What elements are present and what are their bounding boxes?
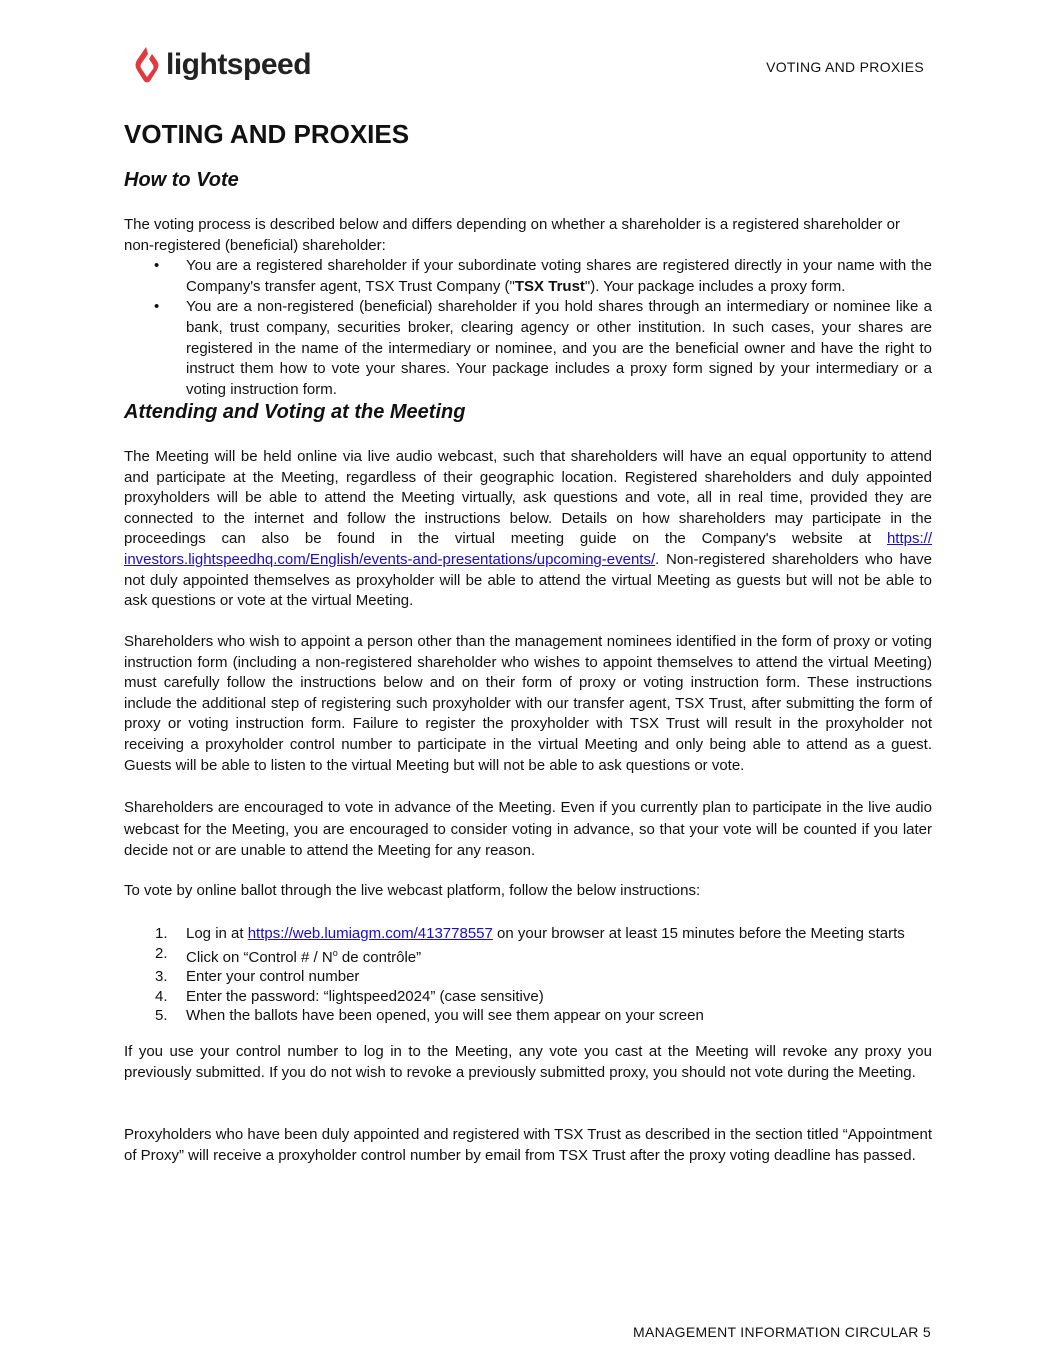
paragraph-revoke-proxy: If you use your control number to log in to the Meeting, any vote you cast at the Meeting will revoke any proxy you previously submitted. If you do not wish to revoke a previously submitted proxy, you should not vote during the Meeting. (124, 1043, 932, 1081)
bullet-text: "). Your package includes a proxy form. (584, 277, 846, 295)
page-footer: MANAGEMENT INFORMATION CIRCULAR 5 (633, 1324, 931, 1340)
paragraph-vote-advance: Shareholders are encouraged to vote in advance of the Meeting. Even if you currently plan to participate in the live audio webcast for the Meeting, you are encouraged to consider voting in advance, so that your vote will be counted if you later decide not or are unable to attend the Meeting for any reason. (124, 799, 932, 859)
bullet-icon: • (154, 298, 160, 316)
step-number: 3. (155, 968, 168, 985)
bullet-non-registered (124, 297, 932, 400)
step-4 (124, 987, 932, 1007)
running-header: VOTING AND PROXIES (766, 59, 924, 75)
paragraph-instructions-intro: To vote by online ballot through the live webcast platform, follow the below instructions: (124, 882, 701, 899)
step-text: Click on “Control # / N (186, 948, 333, 966)
step-text: on your browser at least 15 minutes before the Meeting starts (492, 925, 905, 942)
page-title: VOTING AND PROXIES (124, 119, 410, 149)
events-link[interactable]: https:// investors.lightspeedhq.com/English/events-and-presentations/upcoming-events/ (124, 530, 932, 568)
section-heading-how-to-vote: How to Vote (124, 169, 239, 191)
logo-text: lightspeed (166, 48, 312, 81)
step-2 (124, 944, 932, 968)
text: . Non-registered shareholders who have not duly appointed themselves as proxyholder will be able to attend the virtual Meeting as guests but will not be able to ask questions or vote at the virtual Meeting. (124, 550, 932, 610)
step-text: Enter the password: “lightspeed2024” (case sensitive) (186, 987, 544, 1005)
how-to-vote-section (124, 215, 932, 400)
step-1 (124, 924, 932, 944)
intro-paragraph: The voting process is described below and differs depending on whether a shareholder is a registered shareholder or non-registered (beneficial) shareholder: (124, 216, 901, 254)
step-text: Enter your control number (186, 968, 360, 985)
text: The Meeting will be held online via live audio webcast, such that shareholders will have an equal opportunity to attend and participate at the Meeting, regardless of their geographic location. Registered shareholders and duly appointed proxyholders will be able to attend the Meeting virtually, ask questions and vote, all in real time, provided they are connected to the internet and follow the instructions below. Details on how shareholders may participate in the proceedings can also be found in the virtual meeting guide on the Company's website at (124, 448, 932, 548)
bullet-bold-text: TSX Trust (514, 277, 585, 295)
step-5 (124, 1006, 932, 1026)
bullet-registered (124, 256, 932, 297)
step-number: 5. (155, 1007, 168, 1024)
paragraph-online-meeting (124, 447, 932, 612)
bullet-text: You are a non-registered (beneficial) shareholder if you hold shares through an intermediary or nominee like a bank, trust company, securities broker, clearing agency or other institution. In such cases, your shares are registered in the name of the intermediary or nominee, and you are the beneficial owner and have the right to instruct them how to vote your shares. Your package includes a proxy form signed by your intermediary or a voting instruction form. (186, 298, 932, 398)
step-text: Log in at (186, 925, 248, 942)
bullet-icon: • (154, 257, 160, 275)
superscript: o (332, 947, 338, 958)
instructions-list (124, 924, 932, 1026)
paragraph-proxyholders: Proxyholders who have been duly appointed and registered with TSX Trust as described in the section titled “Appointment of Proxy” will receive a proxyholder control number by email from TSX Trust after the proxy voting deadline has passed. (124, 1126, 932, 1164)
paragraph-appoint-proxy: Shareholders who wish to appoint a person other than the management nominees identified in the form of proxy or voting instruction form (including a non-registered shareholder who wishes to appoint themselves to attend the virtual Meeting) must carefully follow the instructions below and on their form of proxy or voting instruction form. These instructions include the additional step of registering such proxyholder with our transfer agent, TSX Trust, after submitting the form of proxy or voting instruction form. Failure to register the proxyholder with TSX Trust will result in the proxyholder not receiving a proxyholder control number to participate in the virtual Meeting and only being able to attend as a guest. Guests will be able to listen to the virtual Meeting but will not be able to ask questions or vote. (124, 633, 932, 774)
step-number: 4. (155, 987, 168, 1005)
step-text: de contrôle” (337, 948, 422, 966)
step-3 (124, 967, 932, 987)
section-heading-attending: Attending and Voting at the Meeting (124, 401, 466, 423)
lumi-link[interactable]: https://web.lumiagm.com/413778557 (247, 925, 493, 942)
bullet-text: You are a registered shareholder if your subordinate voting shares are registered directly in your name with the Company's transfer agent, TSX Trust Company (" (186, 257, 932, 295)
step-text: When the ballots have been opened, you will see them appear on your screen (186, 1007, 704, 1024)
lightspeed-flame-icon (134, 46, 160, 84)
lightspeed-logo (134, 46, 311, 84)
step-number: 1. (155, 925, 168, 942)
step-number: 2. (155, 944, 168, 962)
